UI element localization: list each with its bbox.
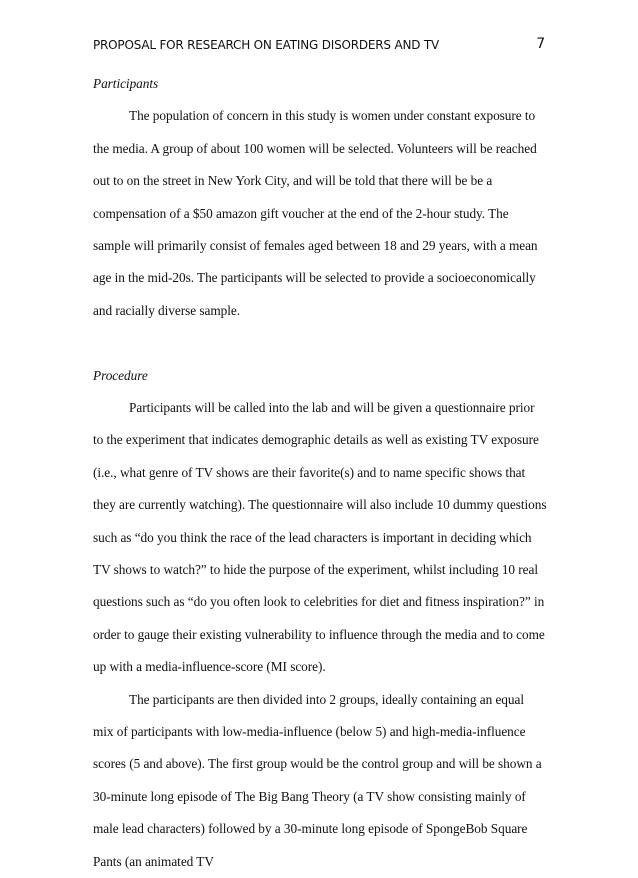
procedure-section xyxy=(93,360,547,878)
section-heading-procedure: Procedure xyxy=(93,367,148,383)
paragraph: The population of concern in this study is women under constant exposure to the media. A group of about 100 women will be selected. Volunteers will be reached out to on the street in New York City, and will be told that there will be be a compensation of a $50 amazon gift voucher at the end of the 2-hour study. The sample will primarily consist of females aged between 18 and 29 years, with a mean age in the mid-20s. The participants will be selected to provide a socioeconomically and racially diverse sample. xyxy=(93,108,538,318)
paragraph: Participants will be called into the lab and will be given a questionnaire prior to the experiment that indicates demographic details as well as existing TV exposure (i.e., what genre of TV shows are their favorite(s) and to name specific shows that they are currently watching). The questionnaire will also include 10 dummy questions such as “do you think the race of the lead characters is important in deciding which TV shows to watch?” to hide the purpose of the experiment, whilst including 10 real questions such as “do you often look to celebrities for diet and fitness inspiration?” in order to gauge their existing vulnerability to influence through the media and to come up with a media-influence-score (MI score). xyxy=(93,400,547,675)
participants-section xyxy=(93,68,547,327)
running-head: PROPOSAL FOR RESEARCH ON EATING DISORDERS AND TV xyxy=(93,38,440,52)
document-body xyxy=(93,68,547,878)
paragraph: The participants are then divided into 2 groups, ideally containing an equal mix of participants with low-media-influence (below 5) and high-media-influence scores (5 and above). The first group would be the control group and will be shown a 30-minute long episode of The Big Bang Theory (a TV show consisting mainly of male lead characters) followed by a 30-minute long episode of SpongeBob Square Pants (an animated TV xyxy=(93,691,542,869)
page-number: 7 xyxy=(536,36,545,52)
section-spacer xyxy=(93,327,547,359)
page-header xyxy=(93,36,545,56)
section-heading-participants: Participants xyxy=(93,76,159,91)
